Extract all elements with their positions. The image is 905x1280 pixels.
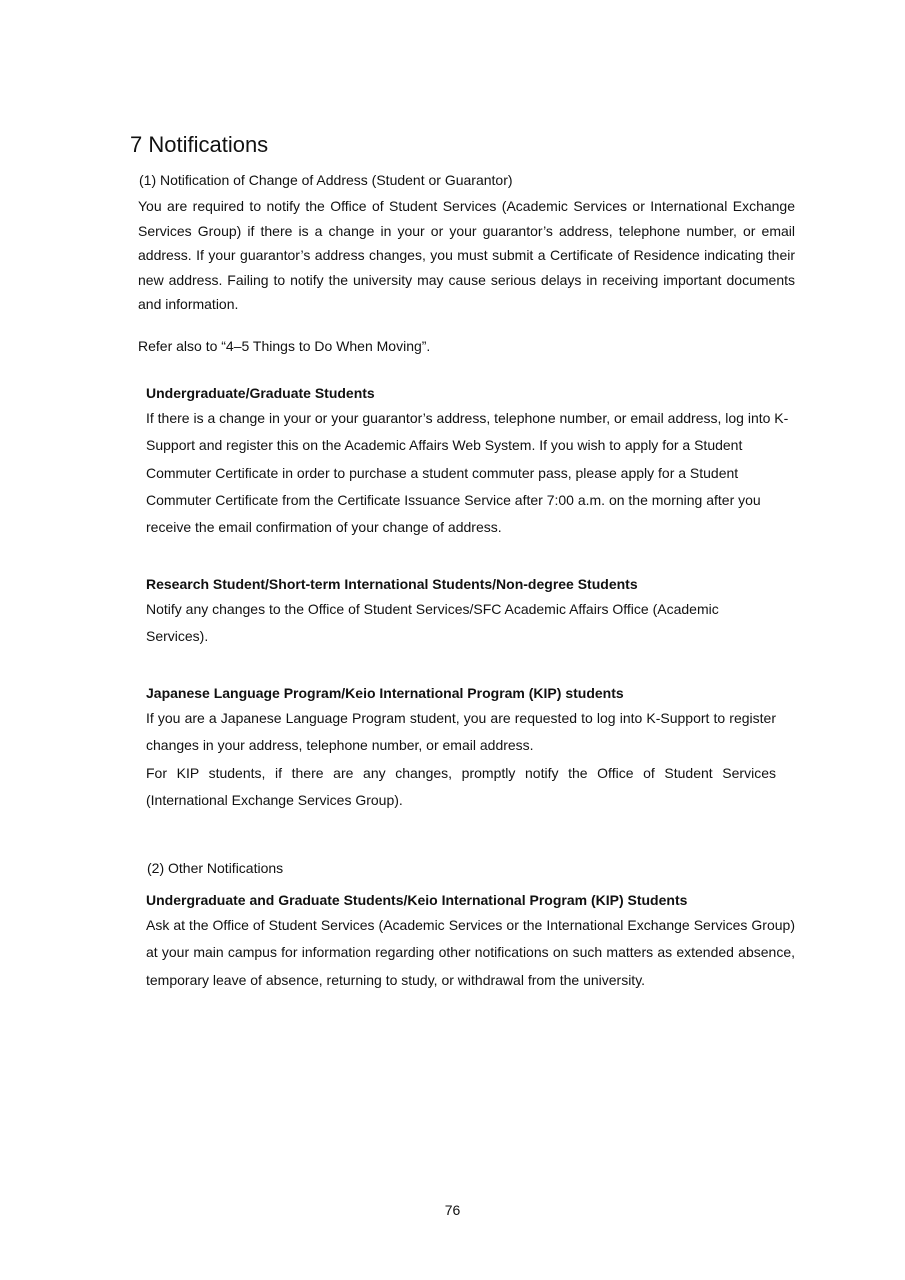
research-short-term-section	[146, 575, 796, 651]
other-notifications-body: Ask at the Office of Student Services (Academic Services or the International Exchange Services Group) at your main campus for information regarding other notifications on such matters as extended absence, temporary leave of absence, returning to study, or withdrawal from the university.	[146, 917, 795, 988]
refer-also-note: Refer also to “4–5 Things to Do When Moving”.	[138, 338, 431, 354]
japanese-kip-section	[146, 684, 796, 814]
other-notifications-subheading: Undergraduate and Graduate Students/Keio International Program (KIP) Students	[146, 892, 688, 908]
research-short-term-heading: Research Student/Short-term International Students/Non-degree Students	[146, 576, 638, 592]
japanese-kip-body-2: For KIP students, if there are any changes, promptly notify the Office of Student Services (International Exchange Services Group).	[146, 764, 776, 808]
undergrad-graduate-heading: Undergraduate/Graduate Students	[146, 385, 375, 401]
japanese-kip-heading: Japanese Language Program/Keio International Program (KIP) students	[146, 685, 624, 701]
other-notifications-heading: (2) Other Notifications	[147, 860, 284, 876]
section-title: 7 Notifications	[130, 132, 269, 157]
undergrad-graduate-body: If there is a change in your or your guarantor’s address, telephone number, or email address, log into K-Support and register this on the Academic Affairs Web System. If you wish to apply for a Student Commuter Certificate in order to purchase a student commuter pass, please apply for a Student Commuter Certificate from the Certificate Issuance Service after 7:00 a.m. on the morning after you receive the email confirmation of your change of address.	[146, 410, 789, 536]
undergrad-graduate-section	[146, 384, 796, 541]
research-short-term-body: Notify any changes to the Office of Student Services/SFC Academic Affairs Office (Academic Services).	[146, 601, 719, 645]
page-number: 76	[444, 1202, 461, 1218]
change-of-address-body: You are required to notify the Office of Student Services (Academic Services or International Exchange Services Group) if there is a change in your or your guarantor’s address, telephone number, or email address. If your guarantor’s address changes, you must submit a Certificate of Residence indicating their new address. Failing to notify the university may cause serious delays in receiving important documents and information.	[138, 198, 795, 312]
japanese-kip-body-1: If you are a Japanese Language Program student, you are requested to log into K-Support to register changes in your address, telephone number, or email address.	[146, 710, 776, 754]
other-notifications-section	[146, 891, 796, 994]
change-of-address-heading: (1) Notification of Change of Address (Student or Guarantor)	[139, 172, 513, 188]
